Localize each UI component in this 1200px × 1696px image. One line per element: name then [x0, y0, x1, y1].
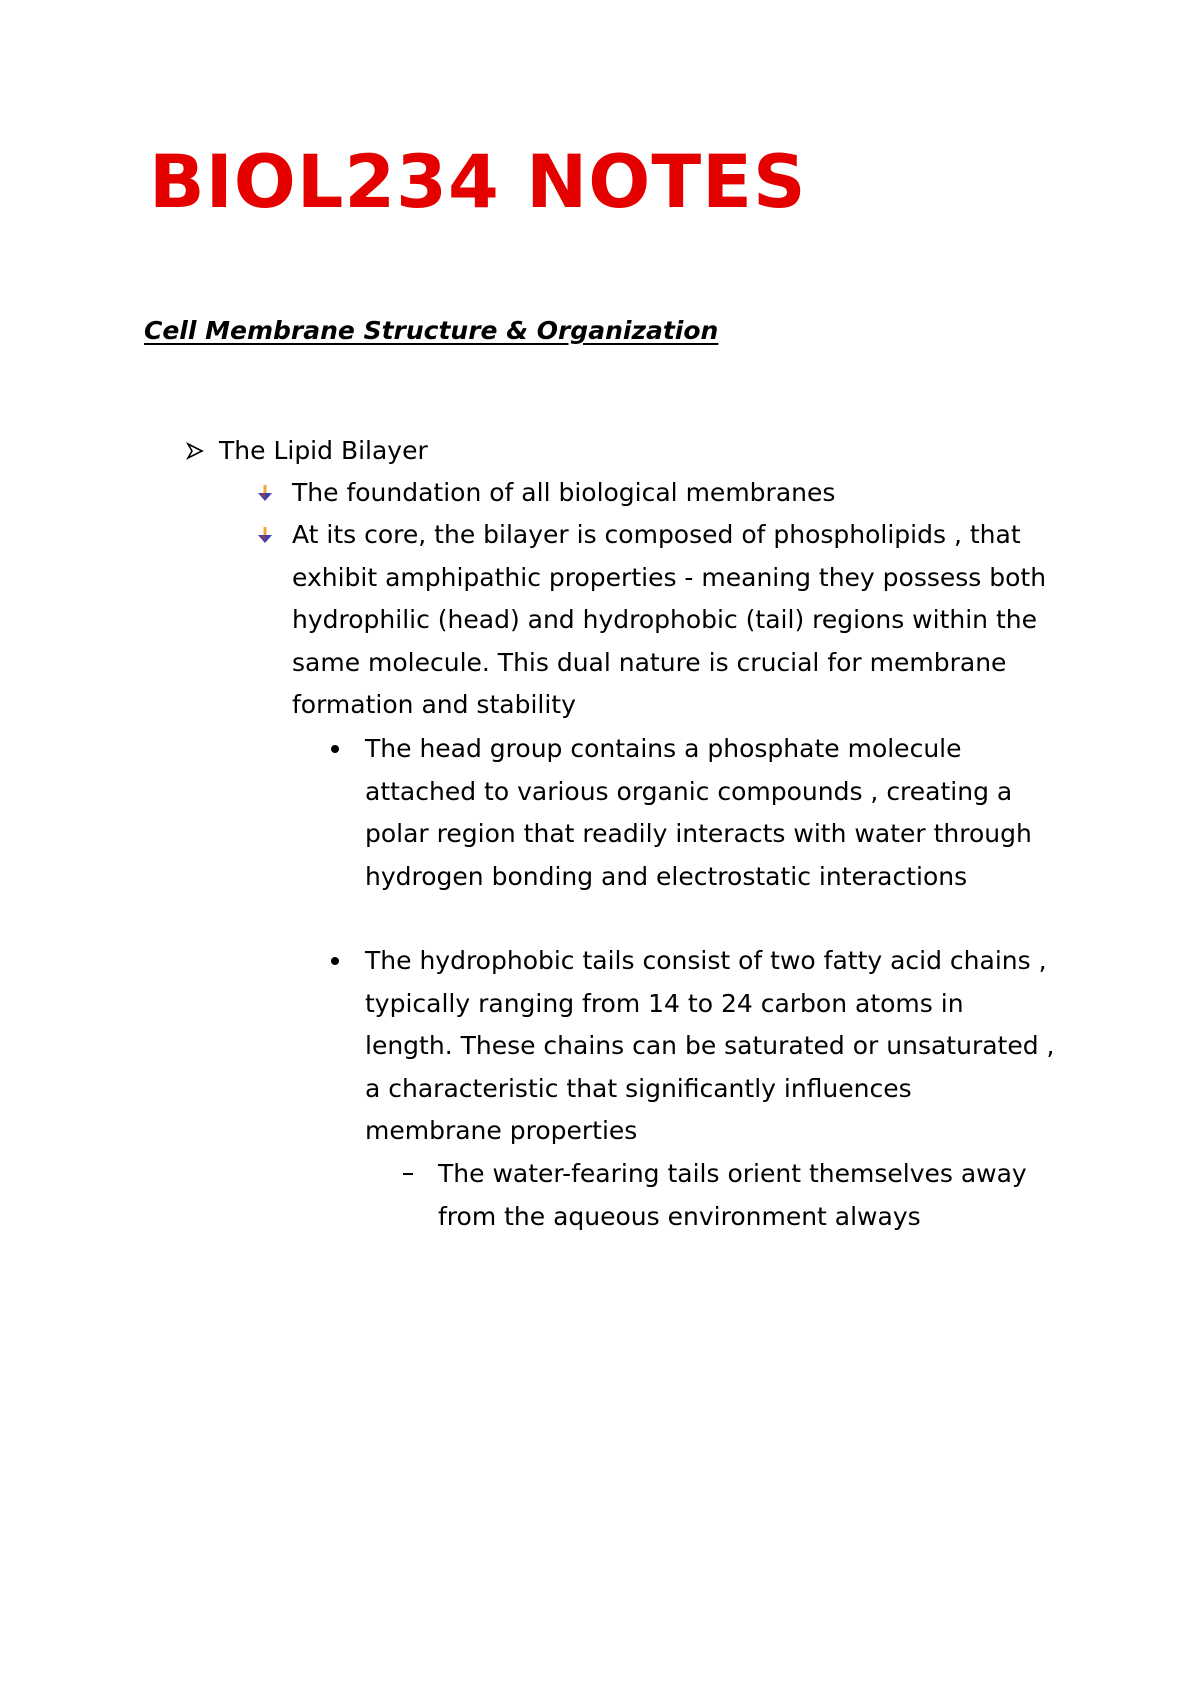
round-bullet-icon	[325, 940, 345, 983]
list-item-subpoint	[365, 940, 1055, 1153]
list-item-detail	[438, 1153, 1038, 1238]
down-arrow-bullet-icon	[252, 514, 278, 557]
subpoint-text: The head group contains a phosphate molecule attached to various organic compounds , creating a polar region that readily interacts with water through hydrogen bonding and electrostatic interactions	[365, 734, 1032, 891]
list-item-point	[292, 472, 1052, 515]
arrowhead-bullet-icon	[182, 430, 208, 473]
section-heading: Cell Membrane Structure & Organization	[144, 316, 719, 345]
down-arrow-bullet-icon	[252, 472, 278, 515]
list-item-point	[292, 514, 1052, 727]
topic-text: The Lipid Bilayer	[219, 436, 428, 465]
list-item-subpoint	[365, 728, 1055, 898]
point-text: The foundation of all biological membranes	[292, 478, 836, 507]
detail-text: The water-fearing tails orient themselves away from the aqueous environment always	[438, 1159, 1027, 1231]
dash-bullet-icon	[398, 1153, 418, 1196]
subpoint-text: The hydrophobic tails consist of two fatty acid chains , typically ranging from 14 to 24 carbon atoms in length. These chains can be saturated or unsaturated , a characteristic that significantly influences membrane properties	[365, 946, 1055, 1145]
document-title: BIOL234 NOTES	[149, 140, 807, 225]
round-bullet-icon	[325, 728, 345, 771]
point-text: At its core, the bilayer is composed of phospholipids , that exhibit amphipathic properties - meaning they possess both hydrophilic (head) and hydrophobic (tail) regions within the same molecule. This dual nature is crucial for membrane formation and stability	[292, 520, 1047, 719]
list-item-topic	[219, 430, 1019, 473]
